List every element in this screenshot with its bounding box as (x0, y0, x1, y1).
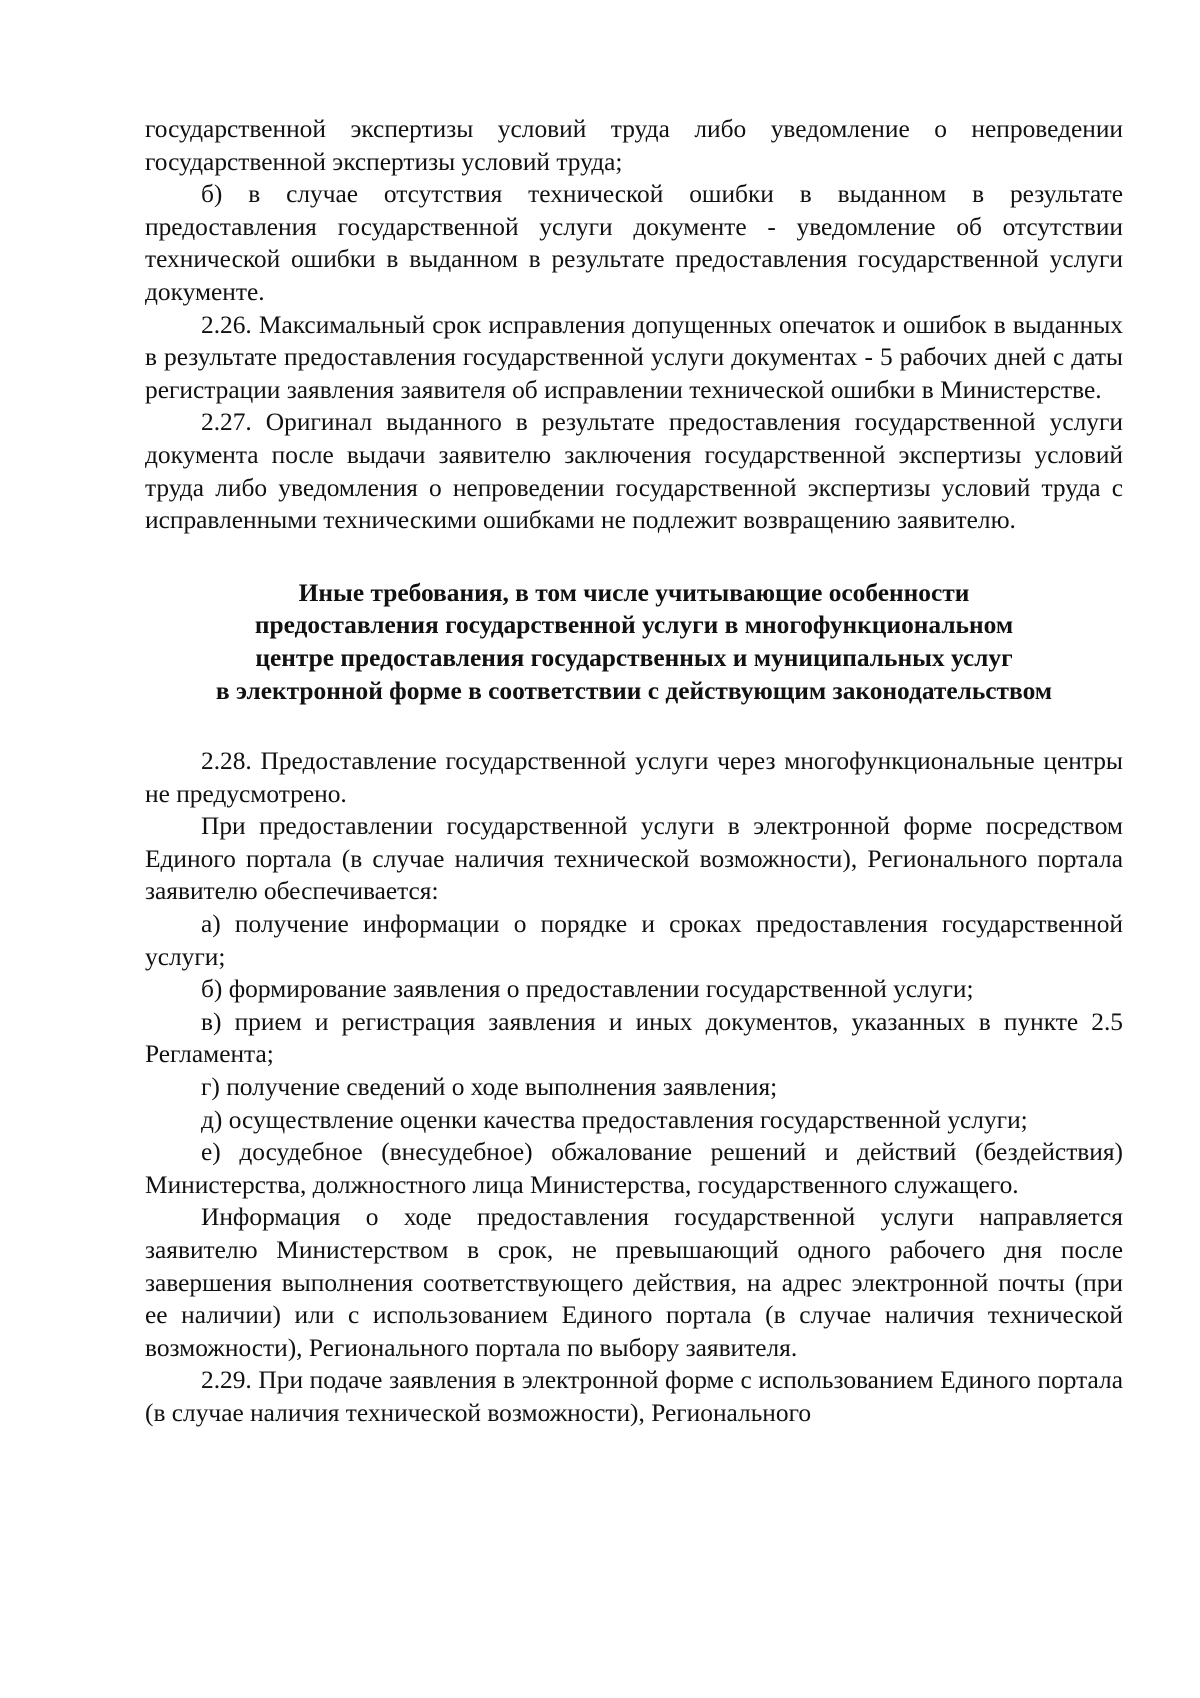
paragraph-2-26: 2.26. Максимальный срок исправления допущенных опечаток и ошибок в выданных в результате предоставления государственной услуги документах - 5 рабочих дней с даты регистрации заявления заявителя об исправлении технической ошибки в Министерстве. (145, 310, 1123, 404)
paragraph-2-27: 2.27. Оригинал выданного в результате предоставления государственной услуги документа после выдачи заявителю заключения государственной экспертизы условий труда либо уведомления о непроведении государственной экспертизы условий труда с исправленными техническими ошибками не подлежит возвращению заявителю. (145, 408, 1123, 535)
heading-line: в электронной форме в соответствии с действующим законодательством (215, 676, 1053, 705)
paragraph-continuation: государственной экспертизы условий труда либо уведомление о непроведении государственной экспертизы условий труда; (145, 115, 1123, 176)
paragraph-2-28: 2.28. Предоставление государственной услуги через многофункциональные центры не предусмотрено. (145, 747, 1123, 808)
document-page (145, 113, 1123, 1430)
list-item-a: а) получение информации о порядке и сроках предоставления государственной услуги; (145, 910, 1123, 971)
paragraph-electronic-form: При предоставлении государственной услуги в электронной форме посредством Единого портала (в случае наличия технической возможности), Регионального портала заявителю обеспечивается: (145, 812, 1123, 906)
list-item-d: д) осуществление оценки качества предоставления государственной услуги; (201, 1105, 1028, 1134)
section-heading (145, 577, 1123, 707)
list-item-e: е) досудебное (внесудебное) обжалование решений и действий (бездействия) Министерства, должностного лица Министерства, государственного служащего. (145, 1138, 1123, 1199)
paragraph-item-b-no-error: б) в случае отсутствия технической ошибки в выданном в результате предоставления государственной услуги документе - уведомление об отсутствии технической ошибки в выданном в результате предоставления государственной услуги документе. (145, 180, 1123, 306)
list-item-g: г) получение сведений о ходе выполнения заявления; (201, 1073, 778, 1102)
paragraph-progress-info: Информация о ходе предоставления государственной услуги направляется заявителю Министерством в срок, не превышающий одного рабочего дня после завершения выполнения соответствующего действия, на адрес электронной почты (при ее наличии) или с использованием Единого портала (в случае наличия технической возможности), Регионального портала по выбору заявителя. (145, 1203, 1123, 1362)
heading-line: центре предоставления государственных и муниципальных услуг (255, 643, 1013, 672)
heading-line: предоставления государственной услуги в многофункциональном (254, 611, 1014, 640)
heading-line: Иные требования, в том числе учитывающие особенности (298, 578, 970, 607)
list-item-b: б) формирование заявления о предоставлении государственной услуги; (201, 975, 974, 1004)
list-item-v: в) прием и регистрация заявления и иных документов, указанных в пункте 2.5 Регламента; (145, 1007, 1123, 1069)
paragraph-2-29: 2.29. При подаче заявления в электронной форме с использованием Единого портала (в случае наличия технической возможности), Регионального (145, 1366, 1123, 1427)
